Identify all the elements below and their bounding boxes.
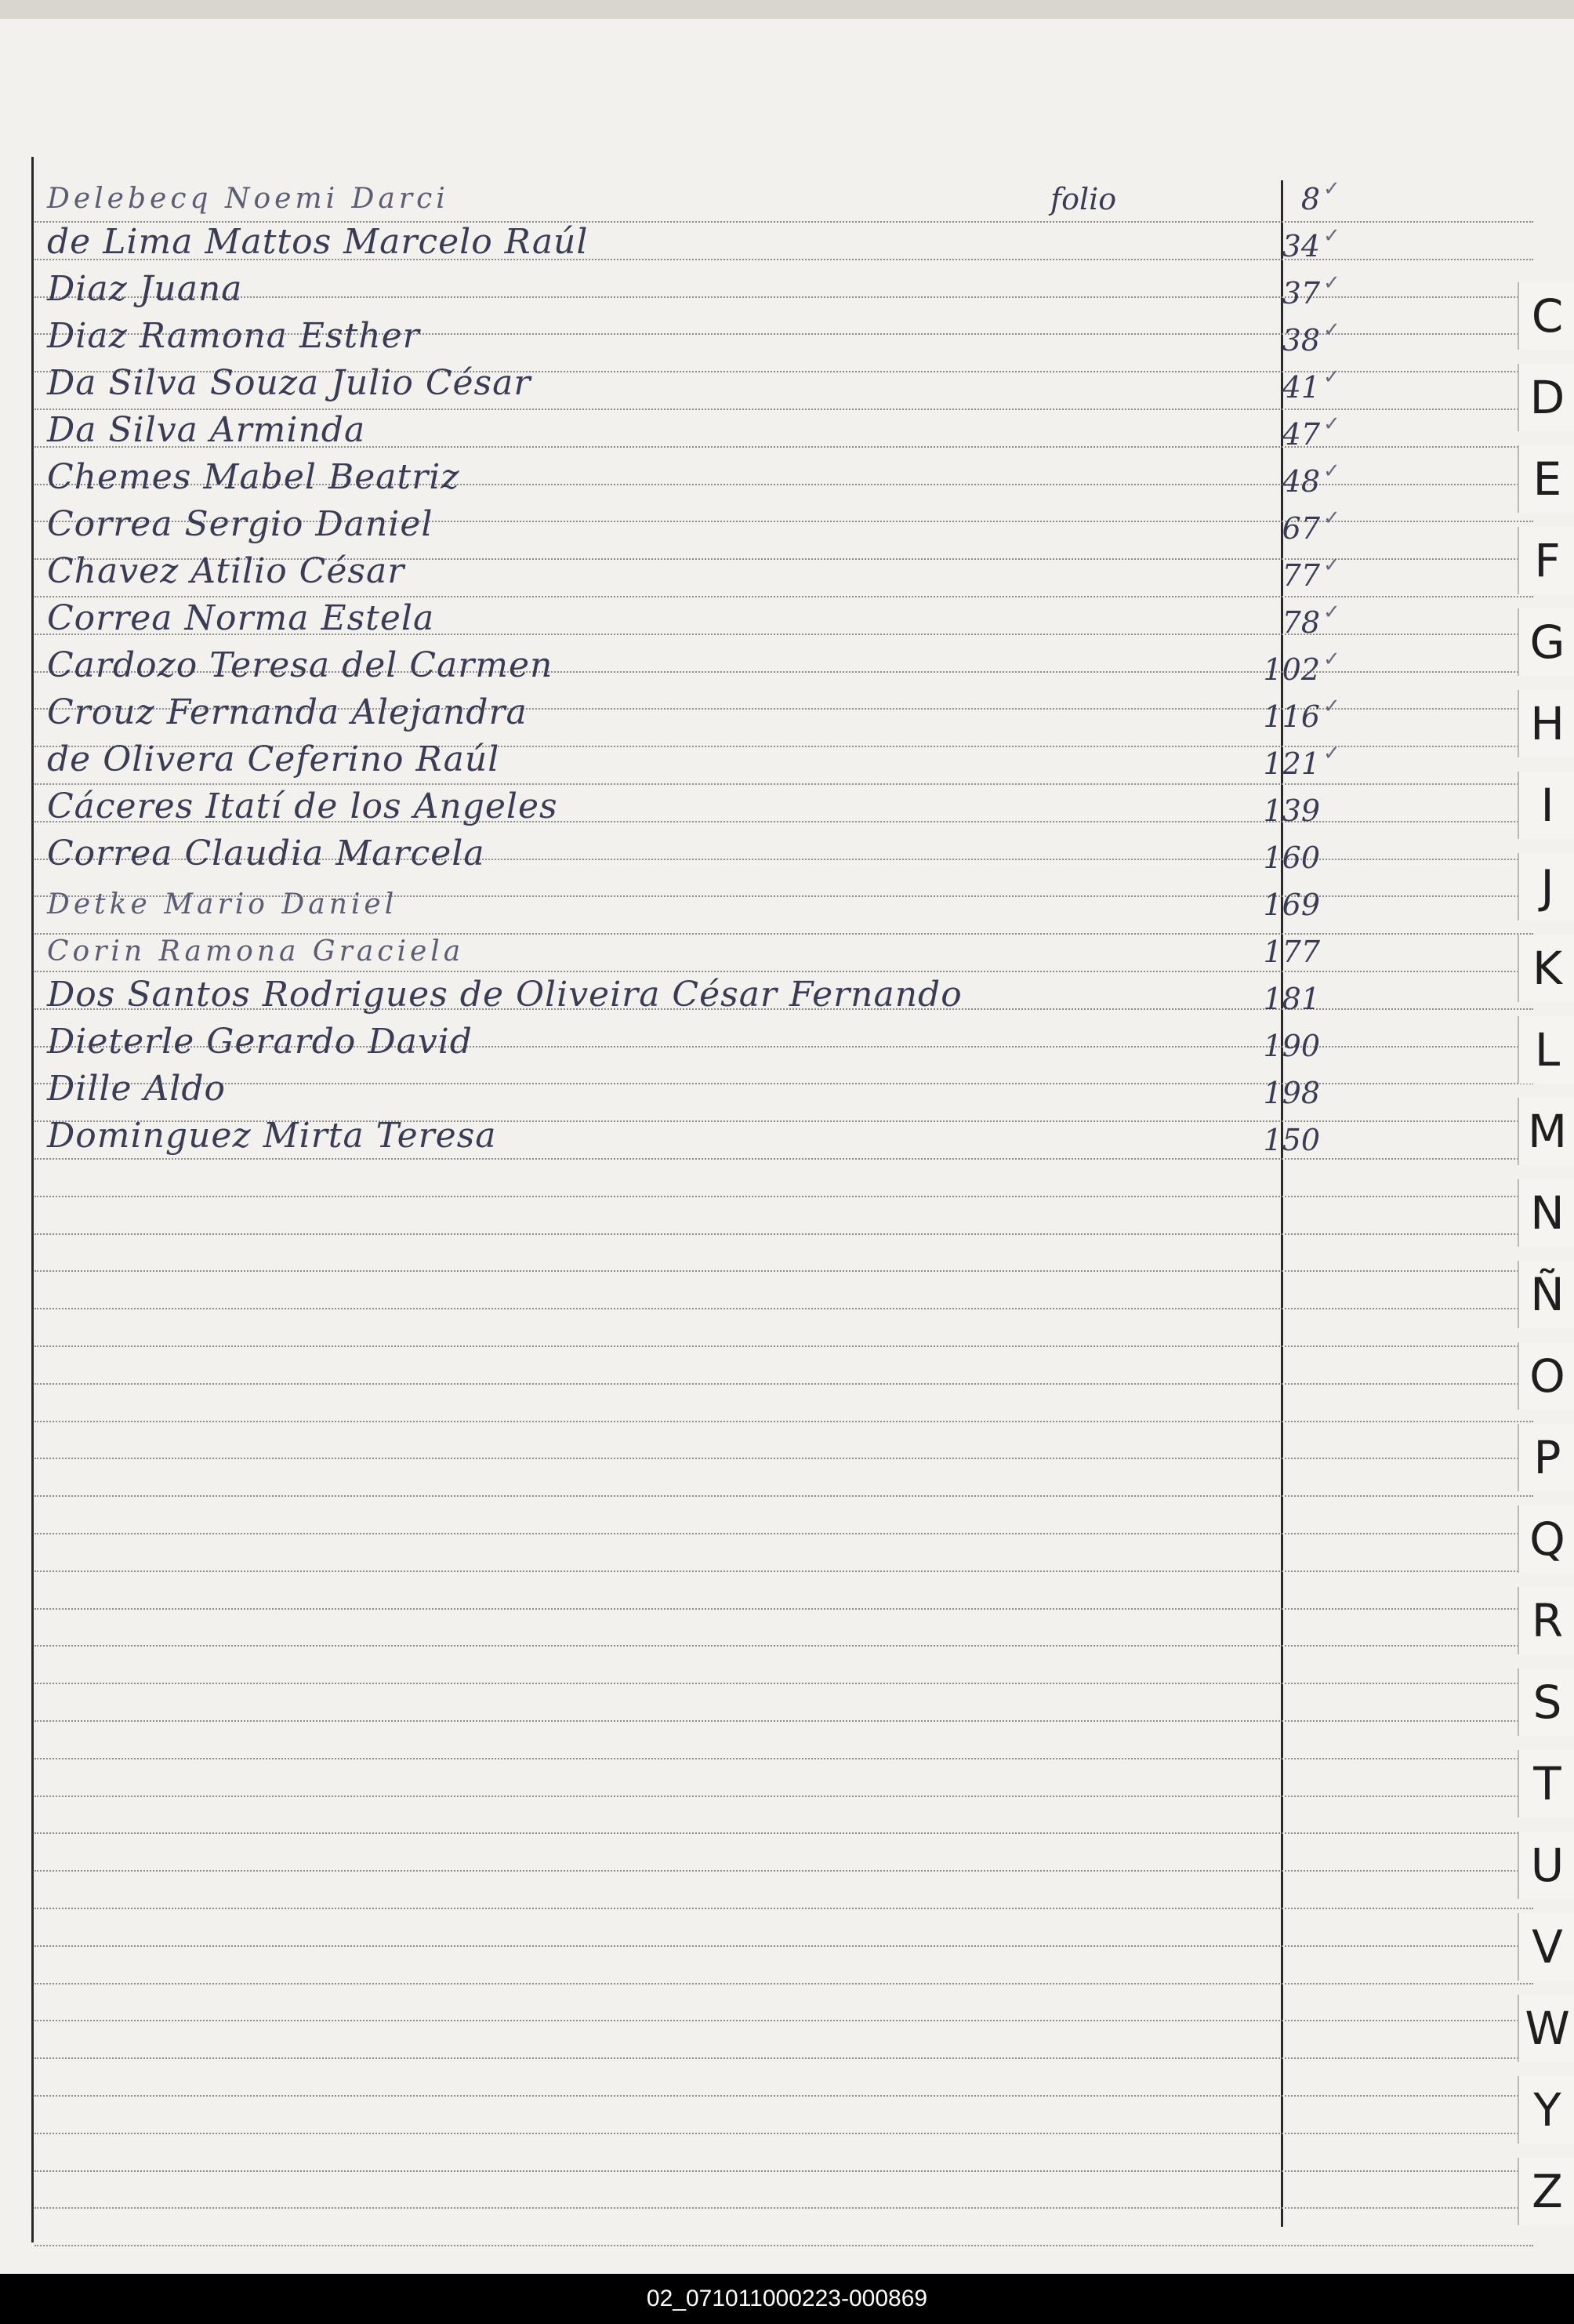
index-tab[interactable]: O xyxy=(1518,1342,1574,1410)
index-tab[interactable]: S xyxy=(1518,1669,1574,1736)
entry-name: Dominguez Mirta Teresa xyxy=(47,1116,497,1156)
entry-folio: 139 xyxy=(1263,793,1320,828)
entry-name: Correa Norma Estela xyxy=(47,598,435,638)
entry-folio: 34 xyxy=(1282,229,1320,263)
entry-name: Dille Aldo xyxy=(47,1069,227,1109)
ruled-line xyxy=(34,1571,1533,1572)
list-item xyxy=(38,174,1558,218)
list-item xyxy=(38,597,1558,641)
index-tab[interactable]: W xyxy=(1518,1995,1574,2062)
ruled-line xyxy=(34,1495,1533,1497)
entry-folio: 150 xyxy=(1263,1123,1320,1157)
ruled-line xyxy=(34,1796,1533,1797)
page-top-edge xyxy=(0,0,1574,19)
list-item xyxy=(38,1021,1558,1065)
entry-folio: 8 xyxy=(1300,182,1320,216)
entry-folio: 41 xyxy=(1282,370,1320,405)
entry-name: Delebecq Noemi Darci xyxy=(47,183,449,215)
index-tab[interactable]: C xyxy=(1518,282,1574,350)
check-mark-icon: ✓ xyxy=(1323,507,1340,530)
entry-name: Correa Claudia Marcela xyxy=(47,833,485,873)
list-item xyxy=(38,739,1558,783)
index-tab[interactable]: R xyxy=(1518,1587,1574,1654)
entry-name: Dos Santos Rodrigues de Oliveira César Fernando xyxy=(47,975,963,1015)
index-tab[interactable]: P xyxy=(1518,1424,1574,1491)
left-margin-line xyxy=(31,157,34,2242)
ruled-line xyxy=(34,1383,1533,1385)
entry-folio: 177 xyxy=(1263,935,1320,969)
check-mark-icon: ✓ xyxy=(1323,648,1340,671)
ruled-line xyxy=(34,1196,1533,1197)
list-item xyxy=(38,880,1558,924)
entry-name: Detke Mario Daniel xyxy=(47,888,398,921)
list-item xyxy=(38,362,1558,406)
ruled-line xyxy=(34,2057,1533,2059)
index-tab[interactable]: Z xyxy=(1518,2158,1574,2225)
ruled-line xyxy=(34,1983,1533,1984)
ruled-line xyxy=(34,971,1533,972)
index-tab[interactable]: I xyxy=(1518,772,1574,839)
list-item xyxy=(38,268,1558,312)
entry-folio: 198 xyxy=(1263,1076,1320,1110)
ruled-line xyxy=(34,1758,1533,1759)
check-mark-icon: ✓ xyxy=(1323,601,1340,624)
index-tab[interactable]: J xyxy=(1518,853,1574,921)
ruled-line xyxy=(34,1832,1533,1834)
entry-name: de Olivera Ceferino Raúl xyxy=(47,739,500,779)
entry-folio: 121 xyxy=(1263,746,1320,781)
list-item xyxy=(38,927,1558,971)
entry-name: de Lima Mattos Marcelo Raúl xyxy=(47,222,589,262)
index-tab[interactable]: E xyxy=(1518,445,1574,513)
index-tab[interactable]: T xyxy=(1518,1750,1574,1817)
check-mark-icon: ✓ xyxy=(1323,271,1340,295)
check-mark-icon: ✓ xyxy=(1323,554,1340,577)
check-mark-icon: ✓ xyxy=(1323,177,1340,201)
entry-name: Cáceres Itatí de los Angeles xyxy=(47,786,558,826)
list-item xyxy=(38,1115,1558,1159)
index-tab[interactable]: V xyxy=(1518,1913,1574,1981)
check-mark-icon: ✓ xyxy=(1323,742,1340,765)
ruled-line xyxy=(34,2170,1533,2172)
ruled-line xyxy=(34,2245,1533,2246)
ruled-line xyxy=(34,1945,1533,1947)
check-mark-icon: ✓ xyxy=(1323,695,1340,718)
ruled-line xyxy=(34,1458,1533,1459)
ruled-line xyxy=(34,2095,1533,2097)
ruled-line xyxy=(34,2020,1533,2021)
ruled-line xyxy=(34,1870,1533,1872)
list-item xyxy=(38,692,1558,735)
entry-folio: 77 xyxy=(1282,558,1320,593)
list-item xyxy=(38,974,1558,1018)
index-tab[interactable]: Q xyxy=(1518,1505,1574,1573)
ruled-line xyxy=(34,1683,1533,1684)
list-item xyxy=(38,456,1558,500)
ruled-line xyxy=(34,1233,1533,1235)
entry-name: Diaz Juana xyxy=(47,269,243,309)
entry-name: Diaz Ramona Esther xyxy=(47,316,420,356)
index-tab[interactable]: Ñ xyxy=(1518,1261,1574,1328)
ruled-line xyxy=(34,2207,1533,2209)
check-mark-icon: ✓ xyxy=(1323,318,1340,342)
entry-folio: 190 xyxy=(1263,1029,1320,1063)
list-item xyxy=(38,221,1558,265)
entry-name: Cardozo Teresa del Carmen xyxy=(47,645,553,685)
entry-name: Da Silva Arminda xyxy=(47,410,366,450)
entry-folio: 38 xyxy=(1282,323,1320,358)
ruled-line xyxy=(34,1270,1533,1272)
index-tab[interactable]: F xyxy=(1518,527,1574,594)
ruled-line xyxy=(34,1345,1533,1347)
check-mark-icon: ✓ xyxy=(1323,365,1340,389)
alphabet-index-tabs xyxy=(1518,282,1574,2274)
list-item xyxy=(38,645,1558,688)
ruled-line xyxy=(34,2133,1533,2134)
list-item xyxy=(38,503,1558,547)
index-tab[interactable]: G xyxy=(1518,608,1574,676)
entry-name: Crouz Fernanda Alejandra xyxy=(47,692,528,732)
index-tab[interactable]: L xyxy=(1518,1016,1574,1084)
index-tab[interactable]: Y xyxy=(1518,2076,1574,2144)
entry-name: Corin Ramona Graciela xyxy=(47,935,465,968)
index-tab[interactable]: K xyxy=(1518,935,1574,1002)
entry-name: Correa Sergio Daniel xyxy=(47,504,433,544)
list-item xyxy=(38,786,1558,830)
entry-folio: 160 xyxy=(1263,841,1320,875)
index-tab[interactable]: D xyxy=(1518,364,1574,431)
entry-folio: 78 xyxy=(1282,605,1320,640)
list-item xyxy=(38,1068,1558,1112)
entry-name: Chemes Mabel Beatriz xyxy=(47,457,460,497)
index-tab[interactable]: N xyxy=(1518,1179,1574,1247)
ruled-line xyxy=(34,1720,1533,1722)
check-mark-icon: ✓ xyxy=(1323,412,1340,436)
entry-name: Da Silva Souza Julio César xyxy=(47,363,531,403)
entry-name: Chavez Atilio César xyxy=(47,551,405,591)
entry-folio: 67 xyxy=(1282,511,1320,546)
entry-folio: 116 xyxy=(1263,699,1320,734)
ruled-line xyxy=(34,783,1533,785)
scan-identifier: 02_071011000223-000869 xyxy=(0,2274,1574,2324)
entry-folio: 47 xyxy=(1282,417,1320,452)
list-item xyxy=(38,833,1558,877)
entry-folio: 102 xyxy=(1263,652,1320,687)
index-tab[interactable]: M xyxy=(1518,1098,1574,1165)
ruled-line xyxy=(34,1308,1533,1309)
entry-folio: 37 xyxy=(1282,276,1320,310)
list-item xyxy=(38,409,1558,453)
index-tab[interactable]: U xyxy=(1518,1832,1574,1899)
check-mark-icon: ✓ xyxy=(1323,459,1340,483)
ruled-line xyxy=(34,1645,1533,1647)
list-item xyxy=(38,315,1558,359)
check-mark-icon: ✓ xyxy=(1323,224,1340,248)
entry-folio: 169 xyxy=(1263,888,1320,922)
folio-header: folio xyxy=(1050,182,1117,216)
entry-folio: 48 xyxy=(1282,464,1320,499)
entry-name: Dieterle Gerardo David xyxy=(47,1022,473,1062)
ruled-line xyxy=(34,1908,1533,1909)
ruled-line xyxy=(34,1533,1533,1534)
list-item xyxy=(38,550,1558,594)
index-tab[interactable]: H xyxy=(1518,690,1574,757)
ruled-line xyxy=(34,1608,1533,1610)
entry-folio: 181 xyxy=(1263,982,1320,1016)
ruled-line xyxy=(34,1421,1533,1422)
